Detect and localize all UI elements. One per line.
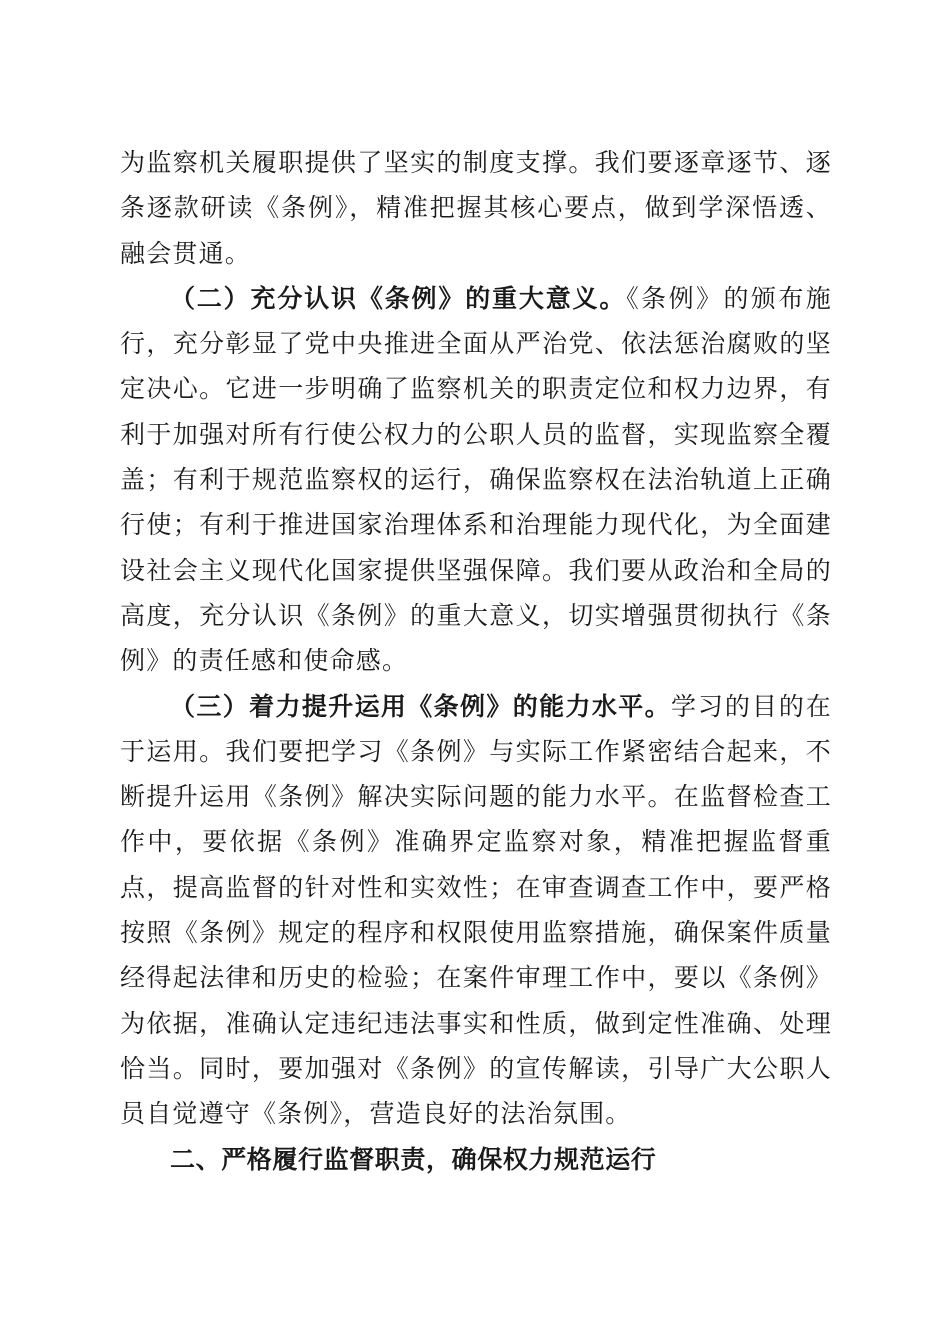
paragraph-lead-heading: （二）充分认识《条例》的重大意义。 — [170, 283, 627, 313]
paragraph-continuation — [120, 140, 832, 276]
document-body — [120, 140, 832, 1182]
section-heading: 二、严格履行监督职责，确保权力规范运行 — [170, 1144, 657, 1174]
paragraph-text: 《条例》的颁布施行，充分彰显了党中央推进全面从严治党、依法惩治腐败的坚定决心。它进一步明确了监察机关的职责定位和权力边界，有利于加强对所有行使公权力的公职人员的监督，实现监察全覆盖；有利于规范监察权的运行，确保监察权在法治轨道上正确行使；有利于推进国家治理体系和治理能力现代化，为全面建设社会主义现代化国家提供坚强保障。我们要从政治和全局的高度，充分认识《条例》的重大意义，切实增强贯彻执行《条例》的责任感和使命感。 — [120, 283, 832, 676]
paragraph-significance — [120, 276, 832, 684]
paragraph-text: 为监察机关履职提供了坚实的制度支撑。我们要逐章逐节、逐条逐款研读《条例》，精准把握其核心要点，做到学深悟透、融会贯通。 — [120, 148, 832, 268]
paragraph-text: 学习的目的在于运用。我们要把学习《条例》与实际工作紧密结合起来，不断提升运用《条例》解决实际问题的能力水平。在监督检查工作中，要依据《条例》准确界定监察对象，精准把握监督重点，提高监督的针对性和实效性；在审查调查工作中，要严格按照《条例》规定的程序和权限使用监察措施，确保案件质量经得起法律和历史的检验；在案件审理工作中，要以《条例》为依据，准确认定违纪违法事实和性质，做到定性准确、处理恰当。同时，要加强对《条例》的宣传解读，引导广大公职人员自觉遵守《条例》，营造良好的法治氛围。 — [120, 691, 833, 1129]
paragraph-capability — [120, 684, 832, 1137]
paragraph-lead-heading: （三）着力提升运用《条例》的能力水平。 — [170, 691, 671, 721]
